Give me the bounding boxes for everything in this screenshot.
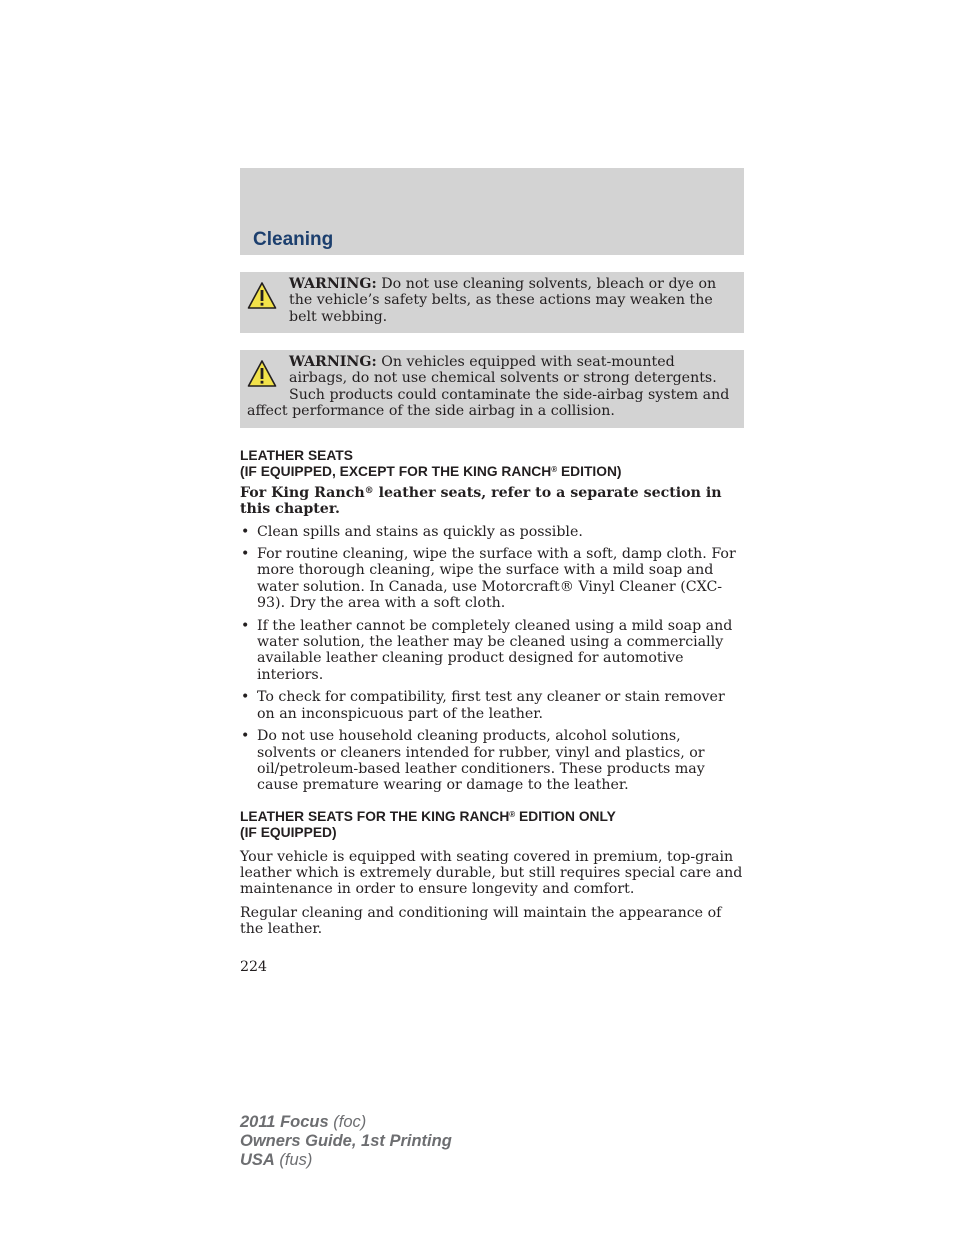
document-footer [240, 1113, 452, 1170]
heading-line: EDITION ONLY [515, 808, 616, 824]
warning-label: WARNING: [289, 276, 377, 292]
warning-triangle-icon [247, 281, 277, 311]
king-ranch-note [240, 485, 744, 518]
note-text: leather seats, refer to a separate section in this chapter. [240, 484, 722, 518]
warning-box-seat-airbags [240, 350, 744, 428]
main-content [240, 448, 744, 938]
footer-line [240, 1151, 452, 1170]
section-header-band [240, 168, 744, 255]
list-item: • If the leather cannot be completely cleaned using a mild soap and water solution, the leather may be cleaned using a commercially available leather cleaning product designed for automotive interiors. [240, 618, 744, 684]
warning-text: On vehicles equipped with seat-mounted airbags, do not use chemical solvents or strong detergents. Such products could contaminate the side-airbag system and affect performance of the side airbag in a collision. [247, 354, 730, 420]
registered-mark: ® [364, 485, 374, 496]
footer-model-code: (foc) [328, 1113, 367, 1131]
footer-line [240, 1113, 452, 1132]
list-item: • Do not use household cleaning products, alcohol solutions, solvents or cleaners intended for rubber, vinyl and plastics, or oil/petroleum-based leather conditioners. These products may cause premature wearing or damage to the leather. [240, 728, 744, 794]
footer-market-code: (fus) [274, 1151, 313, 1169]
section-heading-king-ranch [240, 809, 744, 842]
list-item: • For routine cleaning, wipe the surface with a soft, damp cloth. For more thorough cleaning, wipe the surface with a mild soap and water solution. In Canada, use Motorcraft® Vinyl Cleaner (CXC-93). Dry the area with a soft cloth. [240, 546, 744, 612]
cleaning-tips-list [240, 524, 744, 794]
paragraph: Regular cleaning and conditioning will maintain the appearance of the leather. [240, 904, 722, 938]
page-number: 224 [240, 959, 268, 975]
heading-line: EDITION) [557, 464, 622, 480]
paragraph: Your vehicle is equipped with seating covered in premium, top-grain leather which is extremely durable, but still requires special care and maintenance in order to ensure longevity and comfort. [240, 848, 743, 898]
warning-label: WARNING: [289, 354, 377, 370]
page-title: Cleaning [253, 229, 334, 250]
heading-line: LEATHER SEATS [240, 448, 353, 463]
footer-market: USA [240, 1151, 275, 1169]
registered-mark: ® [509, 809, 516, 819]
heading-line: (IF EQUIPPED) [240, 825, 337, 841]
warning-text: Do not use cleaning solvents, bleach or dye on the vehicle’s safety belts, as these actions may weaken the belt webbing. [289, 276, 717, 325]
section-heading-leather-seats [240, 448, 744, 481]
note-text: For King Ranch [240, 484, 365, 501]
warning-triangle-icon [247, 359, 277, 389]
heading-line: LEATHER SEATS FOR THE KING RANCH [240, 808, 510, 824]
list-item: • To check for compatibility, first test any cleaner or stain remover on an inconspicuous part of the leather. [240, 689, 744, 722]
footer-line [240, 1132, 452, 1151]
warning-box-safety-belts [240, 272, 744, 333]
footer-model: 2011 Focus [240, 1113, 329, 1131]
list-item: • Clean spills and stains as quickly as possible. [240, 524, 744, 540]
heading-line: (IF EQUIPPED, EXCEPT FOR THE KING RANCH [240, 464, 552, 480]
footer-edition: Owners Guide, 1st Printing [240, 1132, 452, 1150]
registered-mark: ® [551, 465, 558, 475]
